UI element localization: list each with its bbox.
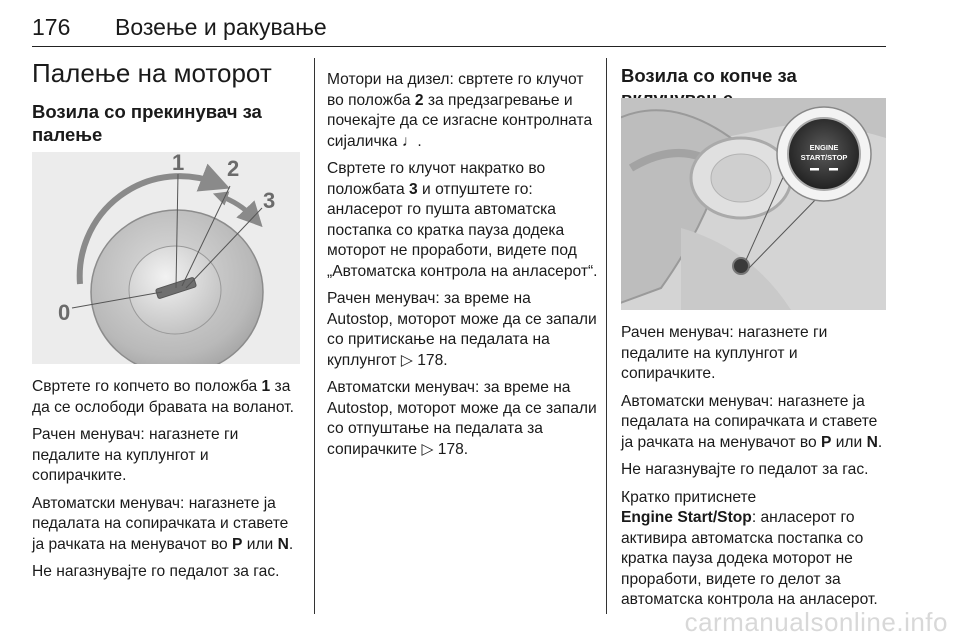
figure-label-1: 1 [172,152,185,175]
position-number: 2 [414,91,424,109]
text: : анласерот го активира автоматска постапка со кратка пауза додека моторот не проработи, видете го делот за автоматска контрола на анласерот. [621,509,878,608]
text: Рачен менувач: за време на Autostop, моторот може да се запали со притискање на педалата на куплунгот [327,290,597,369]
dashboard-illustration [621,98,886,310]
text: Автоматски менувач: нагазнете ја педалата на сопирачката и ставете ја рачката на менувачот во [621,392,878,451]
paragraph [32,377,304,418]
column-divider-left [314,58,315,614]
button-label-line2: START/STOP [800,153,848,162]
text: . [877,433,883,451]
start-stop-button [733,258,749,274]
page-reference-icon[interactable]: ▷ [421,440,434,458]
page-number: 176 [32,14,71,40]
page-reference[interactable]: 178. [433,440,469,458]
text: Автоматски менувач: нагазнете ја педалата на сопирачката и ставете ја рачката на менувачот во [32,494,289,553]
page-header [32,8,886,47]
position-number: 3 [409,180,418,198]
figure-label-2: 2 [227,156,240,181]
ignition-switch-illustration [32,152,300,364]
ignition-switch-figure [32,152,300,364]
paragraph [327,70,599,152]
chapter-title: Возење и ракување [115,14,327,40]
start-button-figure [621,98,886,310]
text: Автоматски менувач: за време на Autostop, моторот може да се запали со отпуштање на педалата за сопирачките [327,379,597,458]
text: или [831,433,867,451]
button-indicator [810,168,819,171]
gear-p: P [820,433,832,451]
paragraph [327,289,599,371]
text: . [417,132,422,150]
engine-start-stop-term: Engine Start/Stop [621,509,752,526]
left-column [32,100,302,146]
gauge [711,154,771,202]
position-number: 1 [261,378,271,395]
subsection-title-start-button: Возила со копче за [621,65,797,86]
paragraph [621,392,893,454]
text: . [288,535,294,553]
paragraph [327,378,599,460]
text: Кратко притиснете [621,488,757,506]
text: за предзагревање и почекајте да се изгасне контролната сијаличка [327,91,593,150]
gear-p: P [231,535,243,553]
page-reference-icon[interactable]: ▷ [400,351,413,369]
left-column-body [32,377,304,590]
text: Свртете го копчето во положба [32,378,262,395]
gear-n: N [866,433,878,451]
middle-column [327,70,599,467]
text: и отпуштете го: анласерот го пушта автоматска постапка со кратка пауза додека моторот не проработи, видете под „Автоматска контрола на анласерот“. [327,180,598,280]
glow-plug-icon: ♩ [401,132,418,150]
button-indicator [829,168,838,171]
subsection-title-ignition-switch: Возила со прекинувач за палење [32,101,262,145]
text: за да се ослободи бравата на воланот. [32,378,294,416]
section-title: Палење на моторот [32,58,272,88]
paragraph [621,488,893,611]
figure-label-3: 3 [263,188,276,213]
gear-n: N [277,535,289,553]
watermark: carmanualsonline.info [684,607,948,637]
page-reference[interactable]: 178. [412,351,448,369]
text: Свртете го клучот накратко во положбата [327,160,546,198]
text: Мотори на дизел: свртете го клучот во положба [327,71,584,109]
paragraph: Не нагазнувајте го педалот за гас. [621,461,869,478]
paragraph: Не нагазнувајте го педалот за гас. [32,563,280,580]
right-column-body [621,323,893,618]
text: или [242,535,278,553]
paragraph [327,159,599,282]
paragraph [32,494,304,556]
button-label-line1: ENGINE [809,143,839,152]
paragraph: Рачен менувач: нагазнете ги педалите на куплунгот и сопирачките. [621,324,828,382]
column-divider-right [606,58,607,614]
figure-label-0: 0 [58,300,71,325]
paragraph: Рачен менувач: нагазнете ги педалите на куплунгот и сопирачките. [32,426,239,484]
